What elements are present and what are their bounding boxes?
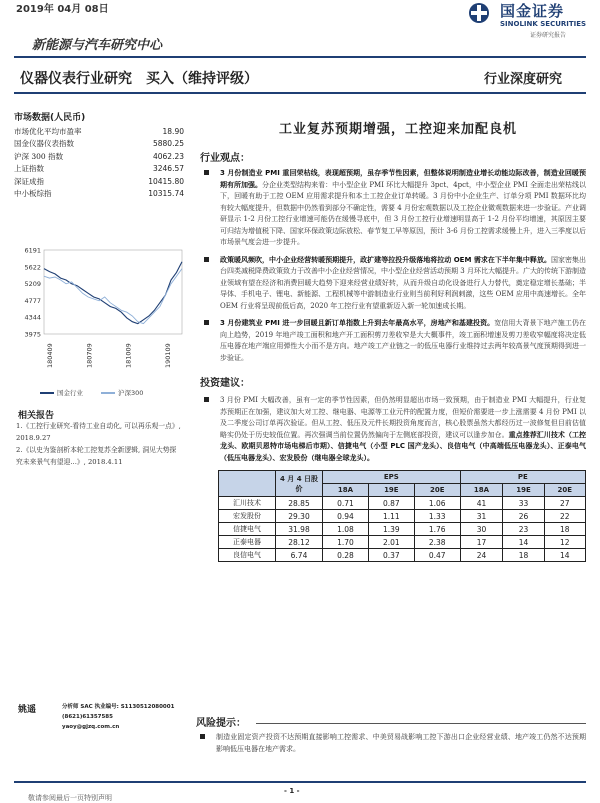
advice-paragraph: 3 月份 PMI 大幅改善，虽有一定的季节性因素，但仍然明显超出市场一致预期，由于制造业 PMI 大幅提升，行业复苏预期正在加强，建议加大对工控、继电器、电源等工业元件的配置力度，但短价需要进一步上涨需要 4 月份 PMI 以及二季度公司订单再次验证。但从工控、低压及元件长期投资角度而言，核心股票虽然大都经历过一波修复但目前估值略实仍处于历史较低位置。再次强调当前位置仍然偏向于左侧底部投资，建议可以逢步加仓。重点推荐汇川技术（工控龙头、欧期贝恩特市场电梯后市期）、信捷电气（小型 PLC 国产龙头）、良信电气（中高端低压电器龙头）、正泰电气（低压电器龙头）、宏发股份（继电器全球龙头）。 xyxy=(200,395,586,464)
valuation-table: 4 月 4 日股价 EPS PE 18A 19E 20E 18A 19E 20E 汇川技术 28.85 0.71 0.87 1.06 41 33 27 宏发股份 29.30 0.94 1.11 1.33 31 26 22 信捷电气 31.98 1.08 1.39 1.76 30 23 18 正泰电器 28.12 1.70 2.01 2.38 17 14 12 良信电气 6.74 0.28 0.37 0.47 24 18 14 xyxy=(218,470,586,562)
chart-legend xyxy=(40,388,143,397)
y-tick-label: 5209 xyxy=(24,280,41,289)
table-header: PE xyxy=(460,471,585,484)
x-tick-label: 190109 xyxy=(164,343,172,368)
table-header xyxy=(219,471,276,497)
bullet-icon xyxy=(204,170,209,175)
market-row: 深证成指 10415.80 xyxy=(14,176,184,186)
main-content xyxy=(200,118,586,562)
table-row: 宏发股份 29.30 0.94 1.11 1.33 31 26 22 xyxy=(219,510,586,523)
market-row: 中小板综指 10315.74 xyxy=(14,189,184,199)
risk-section xyxy=(196,714,586,761)
market-title: 市场数据(人民币) xyxy=(14,113,86,123)
table-header: 4 月 4 日股价 xyxy=(276,471,323,497)
table-header: EPS xyxy=(323,471,461,484)
logo-en: SINOLINK SECURITIES xyxy=(500,20,587,28)
related-item[interactable]: 1.《工控行业研究-看待工业自动化, 可以再乐观一点》, 2018.9.27 xyxy=(16,422,181,442)
logo-cn: 国金证券 xyxy=(500,2,565,20)
market-row: 国金仪器仪表指数 5880.25 xyxy=(14,139,184,149)
title-rule xyxy=(14,92,586,94)
report-type: 行业深度研究 xyxy=(484,72,563,87)
x-tick-label: 180409 xyxy=(46,343,54,368)
header-rule xyxy=(14,56,586,58)
y-tick-label: 5622 xyxy=(24,263,41,272)
report-date: 2019年 04月 08日 xyxy=(16,4,109,15)
y-tick-label: 4344 xyxy=(24,313,41,322)
author-email[interactable]: yaoy@gjzq.com.cn xyxy=(62,724,120,730)
risk-paragraph: 制造业固定资产投资不达预期直接影响工控需求、中美贸易战影响工控下游出口企业经营业绩、地产竣工仍然不达预期影响低压电器在地产需求。 xyxy=(196,732,586,755)
page-number: - 1 - xyxy=(284,787,300,795)
bullet-icon xyxy=(200,734,205,739)
logo-sub: 证券研究报告 xyxy=(530,32,567,39)
x-tick-label: 180709 xyxy=(85,343,94,368)
report-title: 仪器仪表行业研究 买入（维持评级） xyxy=(20,71,258,87)
table-row: 汇川技术 28.85 0.71 0.87 1.06 41 33 27 xyxy=(219,497,586,510)
author-name: 姚遥 xyxy=(18,705,37,715)
y-tick-label: 4777 xyxy=(24,296,41,305)
market-row: 上证指数 3246.57 xyxy=(14,164,184,174)
risk-title: 风险提示： xyxy=(196,714,586,729)
bullet-icon xyxy=(204,397,209,402)
views-title: 行业观点： xyxy=(200,153,250,164)
bullet-icon xyxy=(204,257,209,262)
related-title: 相关报告 xyxy=(18,411,55,421)
market-data xyxy=(14,110,194,200)
bullet-icon xyxy=(204,320,209,325)
department: 新能源与汽车研究中心 xyxy=(32,38,163,53)
legend-item: 国金行业 xyxy=(40,388,83,397)
advice-title: 投资建议： xyxy=(200,378,250,389)
series-line xyxy=(44,269,182,324)
y-tick-label: 6191 xyxy=(24,246,41,255)
related-list xyxy=(16,420,181,468)
legend-item: 沪深300 xyxy=(101,388,143,397)
sinolink-logo-icon xyxy=(465,2,493,24)
market-row: 沪深 300 指数 4062.23 xyxy=(14,151,184,161)
chart-frame xyxy=(44,250,182,334)
table-row: 正泰电器 28.12 1.70 2.01 2.38 17 14 12 xyxy=(219,536,586,549)
market-row: 市场优化平均市盈率 18.90 xyxy=(14,127,184,136)
view-paragraph: 3 月份制造业 PMI 重回荣枯线，表现超预期，虽存季节性因素，但整体说明制造业增长动能边际改善，制造业回暖预期有所加强。分企业类型结构来看：中小型企业 PMI 环比大幅提升 3pct、4pct，中小型企业 PMI 全面走出荣枯线以下，回暖有助于工控 OEM 应用需求提升和本土工控企业订单转暖。3 月份中小企业生产、订单分项 PMI 数据环比均有较大幅度提升，但数据中仍然看到部分不确定性，需要 4 月份宏观数据以及工控企业微观数据来进一步验证。产业调研显示 1-2 月份工控行业增速可能仍在缓慢寻底中，但 3 月份工控行业增速明显高于 1-2 月份平均增速，其原因主要可归结为增值税下降、国家环保政策边际放松、春节复工早等原因，预计 3-6 月份工控需求缓慢上升，进入三季度以后市场景气度会进一步提升。 xyxy=(200,168,586,249)
author-contact: 分析师 SAC 执业编号: S1130512080001 (8621)61357585 yaoy@gjzq.com.cn xyxy=(62,702,202,732)
series-line xyxy=(44,262,182,324)
index-line-chart xyxy=(14,242,186,382)
table-row: 信捷电气 31.98 1.08 1.39 1.76 30 23 18 xyxy=(219,523,586,536)
view-paragraph: 3 月份建筑业 PMI 进一步回暖且新订单指数上升到去年最高水平，房地产和基建投资。宽信用大背景下地产施工仍在向上趋势，2019 年地产竣工面积和地产开工面积剪刀差收窄是大大概事件，竣工面积增速及剪刀差收窄幅度将决定低压电器在地产端应用弹性大小而不是方向。地产竣工产业链之一的低压电器行业维持过去两年较高景气度预期得到进一步验证。 xyxy=(200,318,586,364)
related-item[interactable]: 2.《以史为鉴剖析本轮工控复苏全新逻辑, 洞见大势探究未来景气有望迎...》, 2018.4.11 xyxy=(16,446,177,466)
x-tick-label: 181009 xyxy=(124,343,133,368)
headline: 工业复苏预期增强，工控迎来加配良机 xyxy=(278,122,517,137)
table-row: 良信电气 6.74 0.28 0.37 0.47 24 18 14 xyxy=(219,549,586,562)
y-tick-label: 3975 xyxy=(24,330,41,339)
footer-disclaimer: 敬请参阅最后一页特别声明 xyxy=(28,794,112,802)
view-paragraph: 政策暖风频吹，中小企业经营转暖预期提升，政扩建等拉投升级落地将拉动 OEM 需求在下半年集中释放。国家密集出台四类减税降费政策致力于改善中小企业经营情况，中小型企业经营活动预期 3 月环比大幅提升。广大的传统下游制造业领域有望在经济和消费回暖大趋势下迎来经营业绩好转，从而升级自动化设备进行人力替代，奠定稳定增长基础；半导体、手机电子、锂电、新能源、工程机械等中游制造业行业则当前利好利润刺激，这些 OEM 应用中高速增长。全年 OEM 行业将呈现前低后高，2020 年工控行业有望重新迈入新一轮加速成长期。 xyxy=(200,255,586,313)
footer-rule xyxy=(14,781,586,783)
